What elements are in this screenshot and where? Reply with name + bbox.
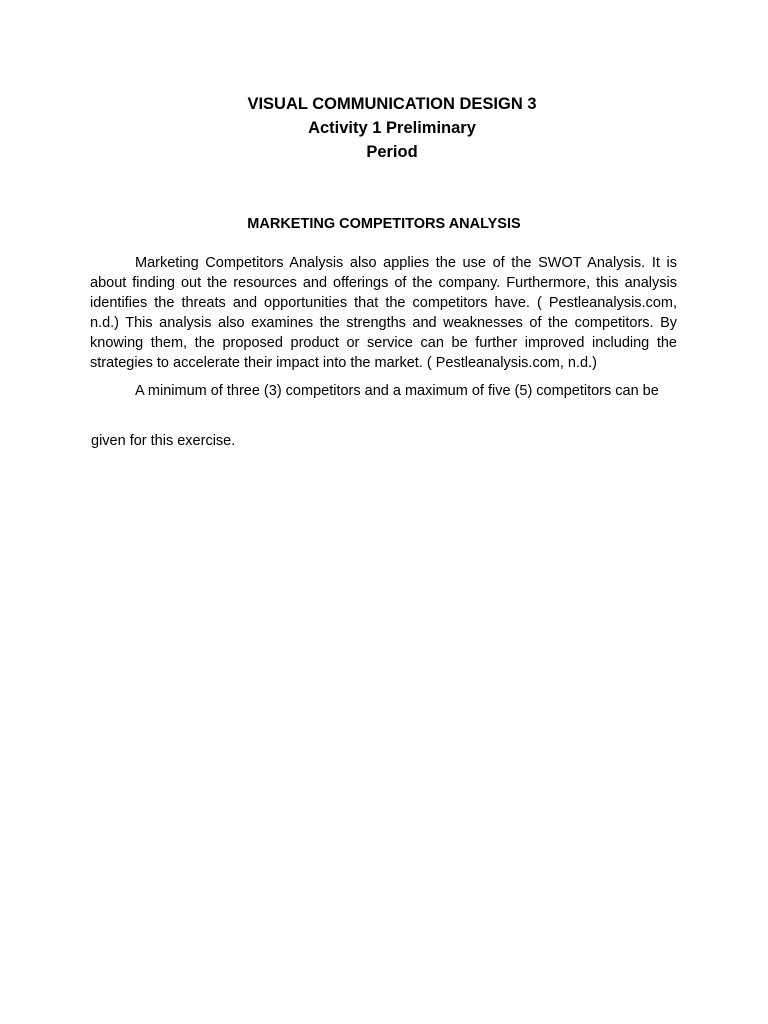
paragraph-competitor-count: A minimum of three (3) competitors and a maximum of five (5) competitors can be bbox=[135, 383, 659, 399]
section-heading: MARKETING COMPETITORS ANALYSIS bbox=[247, 216, 521, 232]
document-title bbox=[0, 92, 768, 164]
title-line-activity: Activity 1 Preliminary bbox=[308, 119, 476, 137]
paragraph-continuation: given for this exercise. bbox=[91, 433, 236, 449]
title-line-course: VISUAL COMMUNICATION DESIGN 3 bbox=[247, 95, 537, 113]
paragraph-analysis-description: Marketing Competitors Analysis also applies the use of the SWOT Analysis. It is about finding out the resources and offerings of the company. Furthermore, this analysis identifies the threats and opportunities that the competitors have. ( Pestleanalysis.com, n.d.) This analysis also examines the strengths and weaknesses of the competitors. By knowing them, the proposed product or service can be further improved including the strategies to accelerate their impact into the market. ( Pestleanalysis.com, n.d.) bbox=[90, 255, 677, 371]
title-line-period: Period bbox=[366, 143, 418, 161]
